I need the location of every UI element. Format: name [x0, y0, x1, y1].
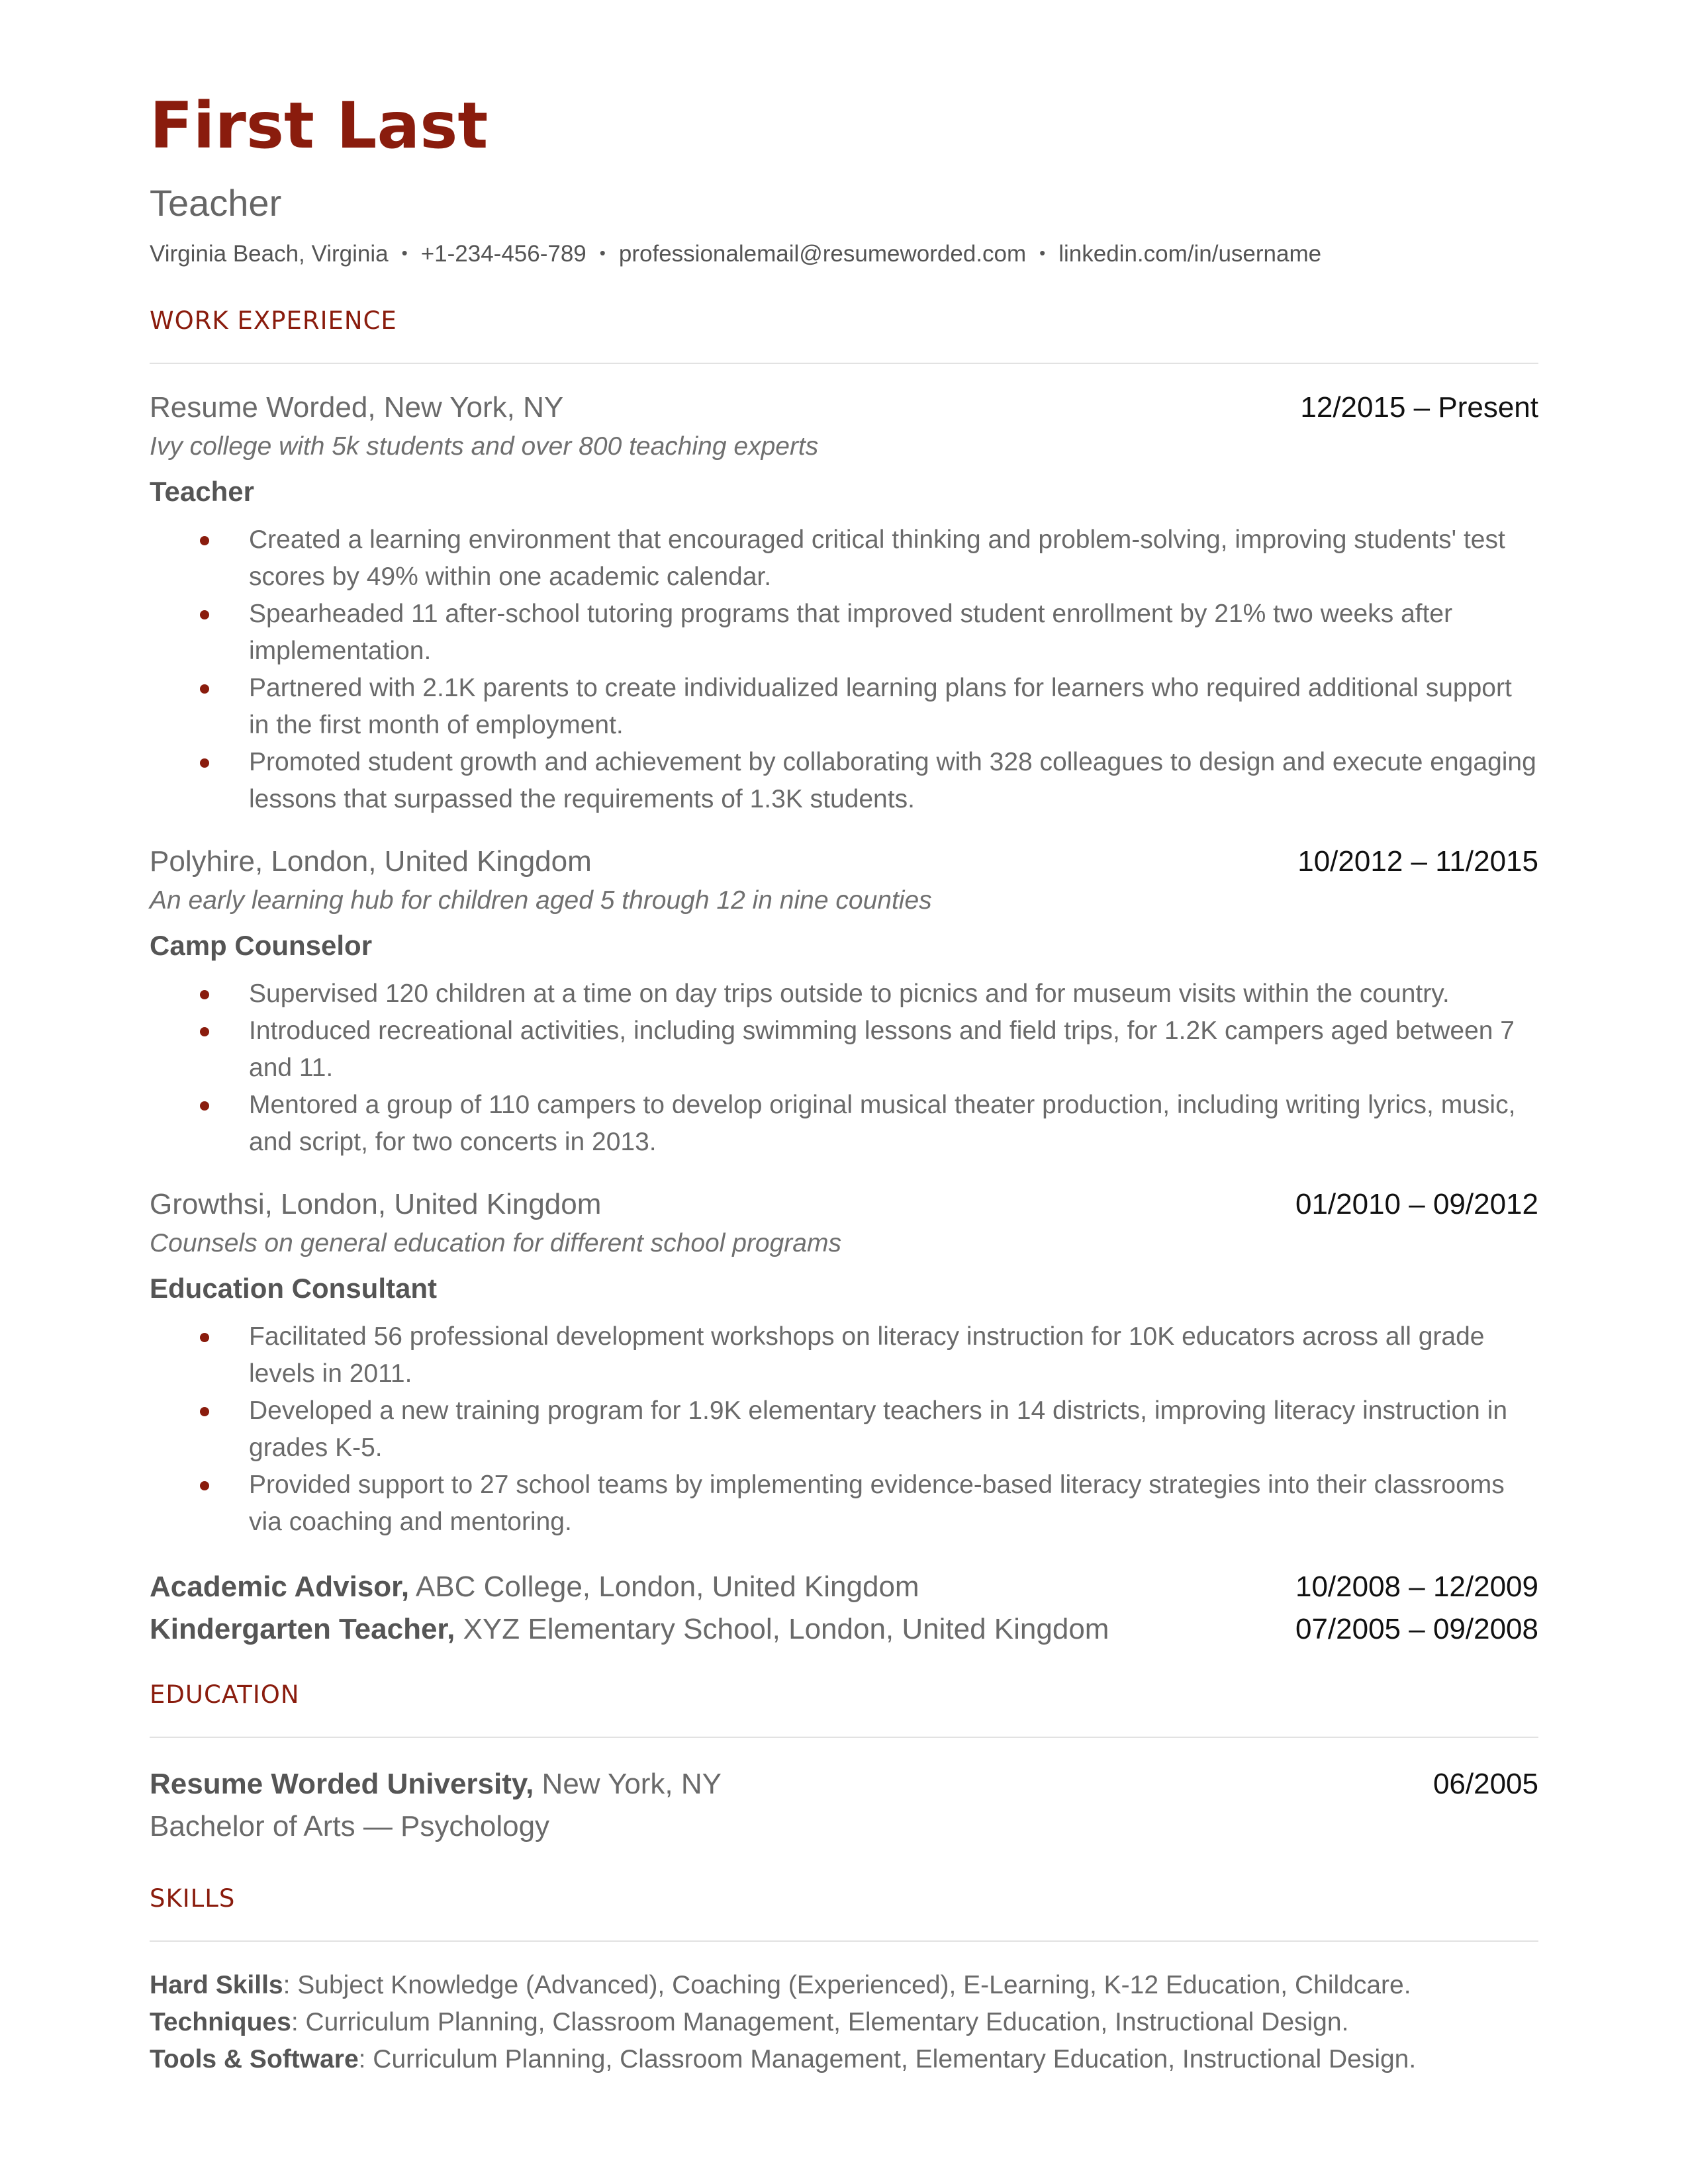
job-bullet — [150, 744, 1538, 818]
skill-row — [150, 1967, 1538, 2004]
job-company: Growthsi, London, United Kingdom — [150, 1188, 602, 1220]
work-experience-list — [150, 389, 1538, 1541]
education-entry — [150, 1763, 1538, 1848]
bullet-dot-icon — [200, 758, 209, 768]
bullet-dot-icon — [200, 1101, 209, 1111]
job-header — [150, 389, 1538, 426]
job-dates: 10/2012 – 11/2015 — [1297, 845, 1538, 878]
bullet-dot-icon — [200, 1481, 209, 1490]
skill-row — [150, 2004, 1538, 2041]
bullet-dot-icon — [200, 536, 209, 545]
job-bullets — [150, 1318, 1538, 1541]
bullet-dot-icon — [200, 990, 209, 999]
resume-page — [150, 86, 1538, 2078]
bullet-dot-icon — [200, 1407, 209, 1416]
skill-row — [150, 2041, 1538, 2078]
short-job-row — [150, 1608, 1538, 1651]
job-role: Education Consultant — [150, 1273, 437, 1304]
short-job-title: Academic Advisor, — [150, 1570, 410, 1603]
job-company: Polyhire, London, United Kingdom — [150, 845, 592, 878]
job-bullet — [150, 670, 1538, 744]
skill-value: : Subject Knowledge (Advanced), Coaching (Experienced), E-Learning, K-12 Education, Childcare. — [283, 1971, 1411, 1999]
job-bullet-text: Promoted student growth and achievement by collaborating with 328 colleagues to design and execute engaging lessons that surpassed the requirements of 1.3K students. — [249, 748, 1536, 813]
contact-line — [150, 240, 1538, 270]
contact-location: Virginia Beach, Virginia — [150, 241, 389, 267]
job-bullets — [150, 522, 1538, 818]
education-school: Resume Worded University, — [150, 1768, 534, 1800]
education-row — [150, 1763, 1538, 1805]
contact-phone: +1-234-456-789 — [420, 241, 586, 267]
section-title-education: EDUCATION — [150, 1680, 300, 1709]
contact-email[interactable]: professionalemail@resumeworded.com — [618, 241, 1027, 267]
job-bullet — [150, 596, 1538, 670]
contact-separator: • — [401, 243, 408, 263]
skill-label: Techniques — [150, 2008, 291, 2036]
job-bullet-text: Introduced recreational activities, including swimming lessons and field trips, for 1.2K campers aged between 7 and 11. — [249, 1017, 1515, 1082]
job-bullet — [150, 522, 1538, 596]
job-bullet-text: Spearheaded 11 after-school tutoring programs that improved student enrollment by 21% two weeks after implementation. — [249, 600, 1453, 665]
short-jobs-list — [150, 1566, 1538, 1651]
section-divider — [150, 363, 1538, 364]
job-bullet-text: Created a learning environment that encouraged critical thinking and problem-solving, improving students' test scores by 49% within one academic calendar. — [249, 525, 1505, 591]
job-bullet — [150, 1467, 1538, 1541]
skill-value: : Curriculum Planning, Classroom Management, Elementary Education, Instructional Design. — [291, 2008, 1349, 2036]
contact-linkedin[interactable]: linkedin.com/in/username — [1058, 241, 1322, 267]
education-degree: Bachelor of Arts — Psychology — [150, 1810, 550, 1843]
candidate-headline: Teacher — [150, 182, 282, 224]
job-company-description: An early learning hub for children aged 5 through 12 in nine counties — [150, 886, 932, 915]
job-company-description: Ivy college with 5k students and over 800 teaching experts — [150, 432, 819, 461]
education-location: New York, NY — [534, 1768, 722, 1800]
job-bullet — [150, 1087, 1538, 1161]
short-job-title: Kindergarten Teacher, — [150, 1613, 455, 1645]
section-divider — [150, 1737, 1538, 1738]
job-bullet — [150, 1318, 1538, 1392]
job-bullet-text: Partnered with 2.1K parents to create individualized learning plans for learners who required additional support in the first month of employment. — [249, 674, 1512, 739]
skills-list — [150, 1967, 1538, 2078]
job-bullet-text: Provided support to 27 school teams by implementing evidence-based literacy strategies into their classrooms via coaching and mentoring. — [249, 1471, 1505, 1536]
section-divider — [150, 1940, 1538, 1942]
short-job-row — [150, 1566, 1538, 1608]
job-entry — [150, 389, 1538, 818]
job-bullet — [150, 976, 1538, 1013]
job-header — [150, 1186, 1538, 1223]
contact-separator: • — [1039, 243, 1046, 263]
job-header — [150, 843, 1538, 880]
bullet-dot-icon — [200, 684, 209, 694]
bullet-dot-icon — [200, 1027, 209, 1036]
candidate-name: First Last — [150, 89, 489, 163]
skill-label: Hard Skills — [150, 1971, 283, 1999]
skill-label: Tools & Software — [150, 2045, 359, 2073]
contact-separator: • — [599, 243, 606, 263]
job-entry — [150, 843, 1538, 1161]
job-entry — [150, 1186, 1538, 1541]
job-bullet-text: Mentored a group of 110 campers to develop original musical theater production, including writing lyrics, music, and script, for two concerts in 2013. — [249, 1091, 1516, 1156]
bullet-dot-icon — [200, 1333, 209, 1342]
job-bullets — [150, 976, 1538, 1161]
job-dates: 01/2010 – 09/2012 — [1295, 1188, 1538, 1220]
job-role: Teacher — [150, 476, 254, 507]
skill-value: : Curriculum Planning, Classroom Management, Elementary Education, Instructional Design. — [358, 2045, 1417, 2073]
section-title-work-experience: WORK EXPERIENCE — [150, 306, 397, 335]
section-title-skills: SKILLS — [150, 1884, 236, 1913]
education-date: 06/2005 — [1432, 1768, 1538, 1800]
job-bullet-text: Facilitated 56 professional development workshops on literacy instruction for 10K educators across all grade levels in 2011. — [249, 1322, 1485, 1388]
job-bullet-text: Developed a new training program for 1.9K elementary teachers in 14 districts, improving literacy instruction in grades K-5. — [249, 1396, 1508, 1462]
job-company: Resume Worded, New York, NY — [150, 391, 564, 424]
short-job-employer: ABC College, London, United Kingdom — [409, 1570, 919, 1603]
job-role: Camp Counselor — [150, 930, 373, 961]
job-company-description: Counsels on general education for different school programs — [150, 1229, 841, 1257]
job-bullet — [150, 1013, 1538, 1087]
bullet-dot-icon — [200, 610, 209, 619]
job-bullet-text: Supervised 120 children at a time on day trips outside to picnics and for museum visits within the country. — [249, 979, 1450, 1008]
job-dates: 12/2015 – Present — [1300, 391, 1538, 424]
short-job-dates: 10/2008 – 12/2009 — [1295, 1570, 1538, 1603]
short-job-dates: 07/2005 – 09/2008 — [1295, 1613, 1538, 1645]
job-bullet — [150, 1392, 1538, 1467]
short-job-employer: XYZ Elementary School, London, United Kingdom — [455, 1613, 1109, 1645]
